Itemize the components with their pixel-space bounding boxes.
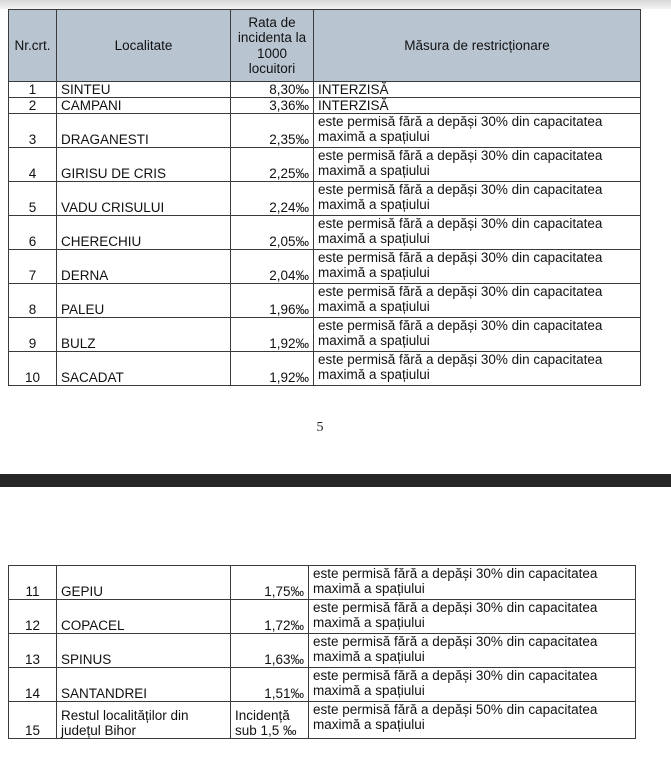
row-measure: este permisă fără a depăși 30% din capacitatea maximă a spațiului bbox=[309, 634, 636, 668]
table-row bbox=[9, 668, 636, 702]
row-nr: 9 bbox=[9, 318, 57, 352]
row-nr: 3 bbox=[9, 114, 57, 148]
row-nr: 10 bbox=[9, 352, 57, 386]
row-localitate: DRAGANESTI bbox=[57, 114, 231, 148]
table-row bbox=[9, 352, 641, 386]
row-nr: 15 bbox=[9, 702, 57, 739]
row-localitate: GIRISU DE CRIS bbox=[57, 148, 231, 182]
row-nr: 1 bbox=[9, 82, 57, 98]
row-nr: 13 bbox=[9, 634, 57, 668]
row-rate: 3,36‰ bbox=[231, 98, 314, 114]
table-row bbox=[9, 182, 641, 216]
row-localitate: Restul localităților din județul Bihor bbox=[57, 702, 231, 739]
page-separator bbox=[0, 474, 671, 487]
row-rate: 2,04‰ bbox=[231, 250, 314, 284]
row-localitate: PALEU bbox=[57, 284, 231, 318]
row-localitate: VADU CRISULUI bbox=[57, 182, 231, 216]
table-header-row bbox=[9, 10, 641, 82]
page-number: 5 bbox=[316, 420, 324, 435]
row-rate: 2,05‰ bbox=[231, 216, 314, 250]
header-rata: Rata de incidenta la 1000 locuitori bbox=[231, 10, 314, 82]
row-rate: 1,92‰ bbox=[231, 318, 314, 352]
previous-page-edge bbox=[0, 0, 671, 9]
row-rate: 1,75‰ bbox=[231, 566, 309, 600]
row-measure: este permisă fără a depăși 30% din capacitatea maximă a spațiului bbox=[314, 148, 641, 182]
row-nr: 11 bbox=[9, 566, 57, 600]
row-localitate: SANTANDREI bbox=[57, 668, 231, 702]
table-row bbox=[9, 634, 636, 668]
row-nr: 8 bbox=[9, 284, 57, 318]
row-measure: este permisă fără a depăși 30% din capacitatea maximă a spațiului bbox=[309, 600, 636, 634]
row-localitate: DERNA bbox=[57, 250, 231, 284]
row-rate: 1,63‰ bbox=[231, 634, 309, 668]
row-nr: 12 bbox=[9, 600, 57, 634]
row-localitate: CAMPANI bbox=[57, 98, 231, 114]
row-measure: este permisă fără a depăși 30% din capacitatea maximă a spațiului bbox=[314, 114, 641, 148]
row-measure: este permisă fără a depăși 30% din capacitatea maximă a spațiului bbox=[314, 352, 641, 386]
row-rate: 1,51‰ bbox=[231, 668, 309, 702]
row-rate: 2,35‰ bbox=[231, 114, 314, 148]
row-rate: Incidență sub 1,5 ‰ bbox=[231, 702, 309, 739]
row-rate: 1,72‰ bbox=[231, 600, 309, 634]
row-nr: 2 bbox=[9, 98, 57, 114]
row-rate: 1,96‰ bbox=[231, 284, 314, 318]
row-localitate: GEPIU bbox=[57, 566, 231, 600]
header-masura: Măsura de restricționare bbox=[314, 10, 641, 82]
header-nr: Nr.crt. bbox=[9, 10, 57, 82]
row-nr: 6 bbox=[9, 216, 57, 250]
row-nr: 4 bbox=[9, 148, 57, 182]
row-measure: este permisă fără a depăși 30% din capacitatea maximă a spațiului bbox=[314, 216, 641, 250]
row-measure: este permisă fără a depăși 50% din capacitatea maximă a spațiului bbox=[309, 702, 636, 739]
row-measure: este permisă fără a depăși 30% din capacitatea maximă a spațiului bbox=[314, 250, 641, 284]
table-row bbox=[9, 318, 641, 352]
row-measure: INTERZISĂ bbox=[314, 98, 641, 114]
table-row bbox=[9, 702, 636, 739]
row-rate: 8,30‰ bbox=[231, 82, 314, 98]
table-row bbox=[9, 216, 641, 250]
row-nr: 14 bbox=[9, 668, 57, 702]
row-measure: este permisă fără a depăși 30% din capacitatea maximă a spațiului bbox=[314, 182, 641, 216]
row-rate: 2,25‰ bbox=[231, 148, 314, 182]
restriction-table-part-1 bbox=[8, 9, 641, 386]
table-row bbox=[9, 600, 636, 634]
row-measure: INTERZISĂ bbox=[314, 82, 641, 98]
row-localitate: SPINUS bbox=[57, 634, 231, 668]
row-nr: 5 bbox=[9, 182, 57, 216]
row-localitate: SINTEU bbox=[57, 82, 231, 98]
table-row bbox=[9, 82, 641, 98]
table-row bbox=[9, 98, 641, 114]
row-rate: 1,92‰ bbox=[231, 352, 314, 386]
row-rate: 2,24‰ bbox=[231, 182, 314, 216]
row-localitate: BULZ bbox=[57, 318, 231, 352]
row-measure: este permisă fără a depăși 30% din capacitatea maximă a spațiului bbox=[314, 284, 641, 318]
row-measure: este permisă fără a depăși 30% din capacitatea maximă a spațiului bbox=[309, 668, 636, 702]
table-row bbox=[9, 250, 641, 284]
row-measure: este permisă fără a depăși 30% din capacitatea maximă a spațiului bbox=[309, 566, 636, 600]
header-localitate: Localitate bbox=[57, 10, 231, 82]
row-localitate: CHERECHIU bbox=[57, 216, 231, 250]
table-row bbox=[9, 148, 641, 182]
table-row bbox=[9, 114, 641, 148]
row-localitate: COPACEL bbox=[57, 600, 231, 634]
row-nr: 7 bbox=[9, 250, 57, 284]
table-row bbox=[9, 284, 641, 318]
row-measure: este permisă fără a depăși 30% din capacitatea maximă a spațiului bbox=[314, 318, 641, 352]
table-row bbox=[9, 566, 636, 600]
row-localitate: SACADAT bbox=[57, 352, 231, 386]
restriction-table-part-2 bbox=[8, 565, 636, 739]
